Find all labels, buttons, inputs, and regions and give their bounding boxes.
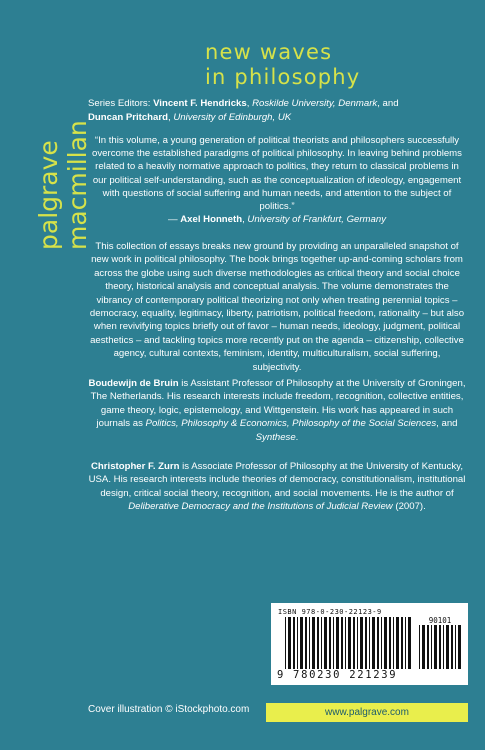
barcode-bar <box>451 625 453 669</box>
barcode-bar <box>348 617 351 669</box>
barcode-bar <box>333 617 334 669</box>
bio-bruin-journals: Politics, Philosophy & Economics, Philosophy of the Social Sciences <box>145 418 437 430</box>
bio-zurn <box>88 460 466 514</box>
barcode-bar <box>389 617 391 669</box>
barcode-bar <box>427 625 429 669</box>
barcode-bar <box>455 625 456 669</box>
barcode-bar <box>384 617 387 669</box>
bio-bruin-name: Boudewijn de Bruin <box>88 378 179 389</box>
bio-zurn-name: Christopher F. Zurn <box>91 461 180 472</box>
barcode-bar <box>439 625 441 669</box>
barcode-bar <box>312 617 315 669</box>
editors-joiner: , and <box>377 98 399 109</box>
barcode-bar <box>345 617 346 669</box>
barcode-bar <box>324 617 327 669</box>
quote-dash: — <box>167 214 181 226</box>
editor2-name: Duncan Pritchard <box>88 111 168 123</box>
barcode-bar <box>285 617 286 669</box>
barcode-bars <box>285 617 413 669</box>
barcode-bar <box>443 625 444 669</box>
publisher-name-line2: macmillan <box>63 120 92 250</box>
bio-bruin-and: , and <box>436 418 458 430</box>
barcode-bar <box>305 617 307 669</box>
barcode-digits: 9 780230 221239 <box>277 669 398 681</box>
barcode-bar <box>401 617 403 669</box>
series-editors: Series Editors: Vincent F. Hendricks, Roskilde University, Denmark, and Duncan Pritchard, University of Edinburgh, UK <box>88 98 399 123</box>
bio-zurn-text: is Associate Professor of Philosophy at the University of Kentucky, USA. His research interests include theories of democracy, constitutionalism, institutional design, critical social theory, recognition, and social movements. He is the author of <box>88 461 466 499</box>
publisher-logo <box>34 50 96 250</box>
barcode-bar <box>369 617 370 669</box>
barcode-bar <box>365 617 367 669</box>
series-title-line1: new waves <box>205 40 333 64</box>
barcode-bar <box>393 617 394 669</box>
barcode-bar <box>431 625 432 669</box>
bio-de-bruin <box>88 377 466 444</box>
barcode-bar <box>341 617 343 669</box>
barcode-bar <box>405 617 406 669</box>
barcode-bar <box>293 617 295 669</box>
barcode-bar <box>288 617 291 669</box>
barcode-bar <box>309 617 310 669</box>
editor1-name: Vincent F. Hendricks <box>153 98 247 109</box>
barcode-bar <box>408 617 411 669</box>
isbn-barcode <box>271 603 468 685</box>
barcode-bar <box>381 617 382 669</box>
bio-bruin-text: is Assistant Professor of Philosophy at the University of Groningen, The Netherlands. His research interests include freedom, recognition, collective entities, game theory, logic, epistemology, and Wittgenstein. His work has appeared in such journals as <box>90 378 466 430</box>
editor2-affiliation: University of Edinburgh, UK <box>173 111 292 123</box>
barcode-bar <box>317 617 319 669</box>
barcode-bar <box>458 625 461 669</box>
book-description: This collection of essays breaks new ground by providing an unparalleled snapshot of new work in political philosophy. The book brings together up-and-coming scholars from across the globe using such diverse methodologies as critical theory and social choice theory, historical analysis and conceptual analysis. The volume demonstrates the vibrancy of contemporary political theorizing not only when treating perennial topics – democracy, equality, legitimacy, liberty, patriotism, political freedom, rationality – but also when revivifying topics briefly out of favor – human needs, ideology, judgment, political aesthetics – and tackling topics more recently put on the agenda – citizenship, collective agency, cultural contexts, feminism, identity, multiculturalism, social suffering, subjectivity. <box>89 241 465 373</box>
quote-text: “In this volume, a young generation of political theorists and philosophers successfully overcome the established paradigms of political philosophy. In leaving behind problems related to a heavily normative approach to politics, they return to classical problems in our political self-understanding, such as the conceptualization of ideology, engagement with questions of social suffering and human needs, and attention to the subject of politics.” <box>92 135 462 213</box>
editor1-affiliation: Roskilde University, Denmark <box>252 98 378 109</box>
editors-label: Series Editors: <box>88 98 154 109</box>
barcode-bar <box>372 617 375 669</box>
barcode-addon-bars <box>419 625 461 669</box>
quote-affiliation: University of Frankfurt, Germany <box>247 214 387 226</box>
series-title <box>205 40 435 90</box>
cover-illustration-credit: Cover illustration © iStockphoto.com <box>88 704 250 715</box>
quote-attribution: — Axel Honneth, University of Frankfurt, Germany <box>167 214 387 226</box>
bio-bruin-journal-last: Synthese <box>255 431 296 443</box>
barcode-bar <box>446 625 449 669</box>
bio-zurn-book: Deliberative Democracy and the Institutions of Judicial Review <box>128 501 393 513</box>
barcode-bar <box>422 625 425 669</box>
barcode-bar <box>300 617 303 669</box>
series-title-line2: in philosophy <box>205 65 361 89</box>
barcode-bar <box>329 617 331 669</box>
isbn-text: ISBN 978-0-230-22123-9 <box>278 608 382 616</box>
quote-author: Axel Honneth <box>180 214 243 226</box>
barcode-bar <box>321 617 322 669</box>
publisher-website[interactable]: www.palgrave.com <box>266 703 468 722</box>
barcode-bar <box>360 617 363 669</box>
barcode-bar <box>336 617 339 669</box>
barcode-bar <box>357 617 358 669</box>
bio-zurn-year: (2007). <box>392 501 426 513</box>
barcode-bar <box>396 617 399 669</box>
barcode-bar <box>377 617 379 669</box>
endorsement-quote <box>88 134 466 226</box>
barcode-bar <box>419 625 420 669</box>
barcode-bar <box>353 617 355 669</box>
barcode-bar <box>434 625 437 669</box>
barcode-addon-number: 90101 <box>428 616 452 625</box>
bio-bruin-end: . <box>295 431 299 443</box>
publisher-name-line1: palgrave <box>34 140 63 250</box>
barcode-bar <box>297 617 298 669</box>
